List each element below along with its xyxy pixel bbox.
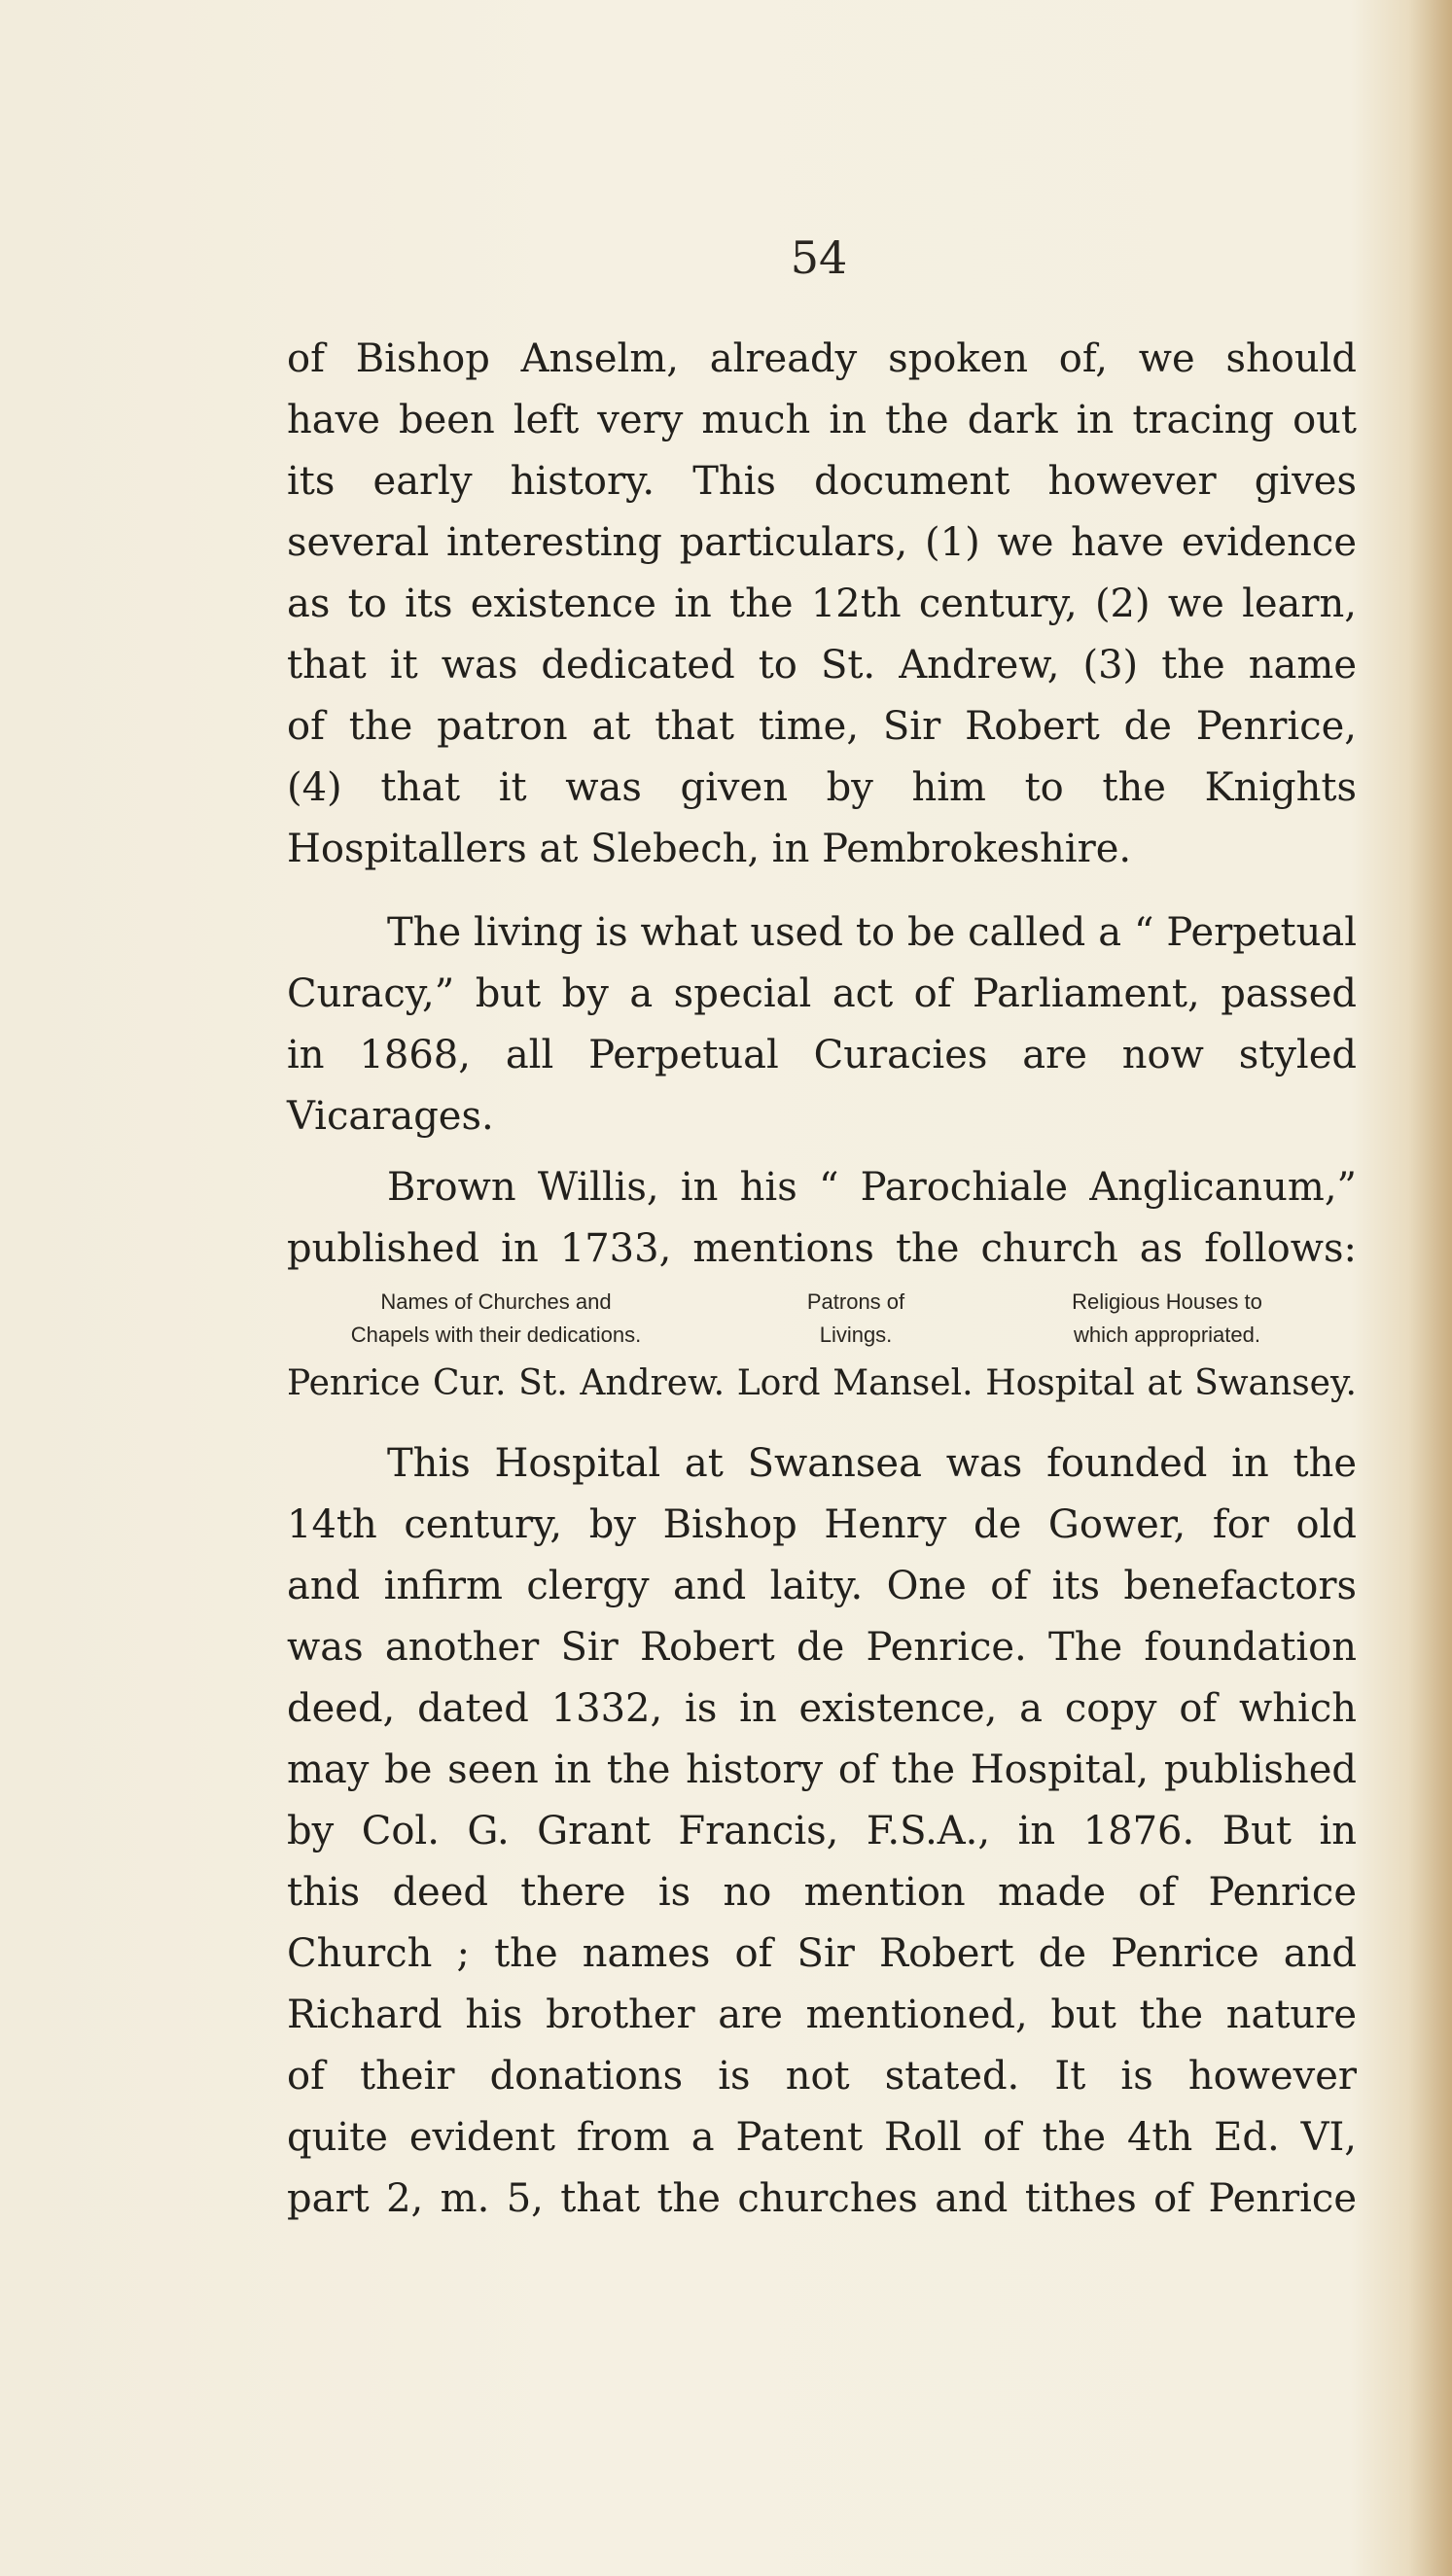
- text-line: Brown Willis, in his “ Parochiale Anglicanum,”: [387, 1165, 1357, 1210]
- table-header-line: Names of Churches and: [380, 1289, 612, 1314]
- text-line: that it was dedicated to St. Andrew, (3) the name: [287, 643, 1357, 688]
- text-line: Richard his brother are mentioned, but the nature: [287, 1993, 1357, 2037]
- text-line: Hospitallers at Slebech, in Pembrokeshire.: [287, 827, 1132, 871]
- text-line: quite evident from a Patent Roll of the 4th Ed. VI,: [287, 2115, 1357, 2160]
- table-header-line: Chapels with their dedications.: [350, 1323, 642, 1347]
- table-header-religious-houses: [1021, 1286, 1313, 1352]
- text-line: may be seen in the history of the Hospital, published: [287, 1747, 1357, 1792]
- text-line: published in 1733, mentions the church as follows:: [287, 1226, 1357, 1271]
- text-line: this deed there is no mention made of Penrice: [287, 1870, 1357, 1915]
- table-header-patrons: [768, 1286, 943, 1352]
- text-line: 14th century, by Bishop Henry de Gower, for old: [287, 1502, 1357, 1547]
- text-line: The living is what used to be called a “ Perpetual: [387, 910, 1357, 955]
- text-line: of Bishop Anselm, already spoken of, we should: [287, 336, 1357, 381]
- table-header-churches: [321, 1286, 671, 1352]
- text-line: part 2, m. 5, that the churches and tithes of Penrice: [287, 2176, 1357, 2221]
- text-line: This Hospital at Swansea was founded in the: [387, 1441, 1357, 1486]
- table-header-line: Patrons of: [806, 1289, 905, 1314]
- table-row: Penrice Cur. St. Andrew. Lord Mansel. Hospital at Swansey.: [287, 1363, 1357, 1403]
- text-line: by Col. G. Grant Francis, F.S.A., in 1876. But in: [287, 1809, 1357, 1853]
- text-line: of the patron at that time, Sir Robert de Penrice,: [287, 704, 1357, 749]
- text-line: have been left very much in the dark in tracing out: [287, 398, 1357, 442]
- text-line: Vicarages.: [287, 1094, 494, 1139]
- text-line: (4) that it was given by him to the Knights: [287, 765, 1357, 810]
- table-header-line: which appropriated.: [1073, 1323, 1260, 1347]
- text-line: several interesting particulars, (1) we have evidence: [287, 520, 1357, 565]
- text-line: Curacy,” but by a special act of Parliament, passed: [287, 971, 1357, 1016]
- text-line: and infirm clergy and laity. One of its benefactors: [287, 1564, 1357, 1608]
- text-line: of their donations is not stated. It is however: [287, 2054, 1357, 2099]
- text-line: in 1868, all Perpetual Curacies are now styled: [287, 1033, 1357, 1077]
- text-line: as to its existence in the 12th century, (2) we learn,: [287, 582, 1357, 626]
- table-header-line: Religious Houses to: [1072, 1289, 1262, 1314]
- text-line: was another Sir Robert de Penrice. The foundation: [287, 1625, 1357, 1670]
- table-header-line: Livings.: [819, 1323, 893, 1347]
- text-line: Church ; the names of Sir Robert de Penrice and: [287, 1931, 1357, 1976]
- page-number: 54: [790, 231, 848, 284]
- text-line: its early history. This document however gives: [287, 459, 1357, 504]
- text-line: deed, dated 1332, is in existence, a copy of which: [287, 1686, 1357, 1731]
